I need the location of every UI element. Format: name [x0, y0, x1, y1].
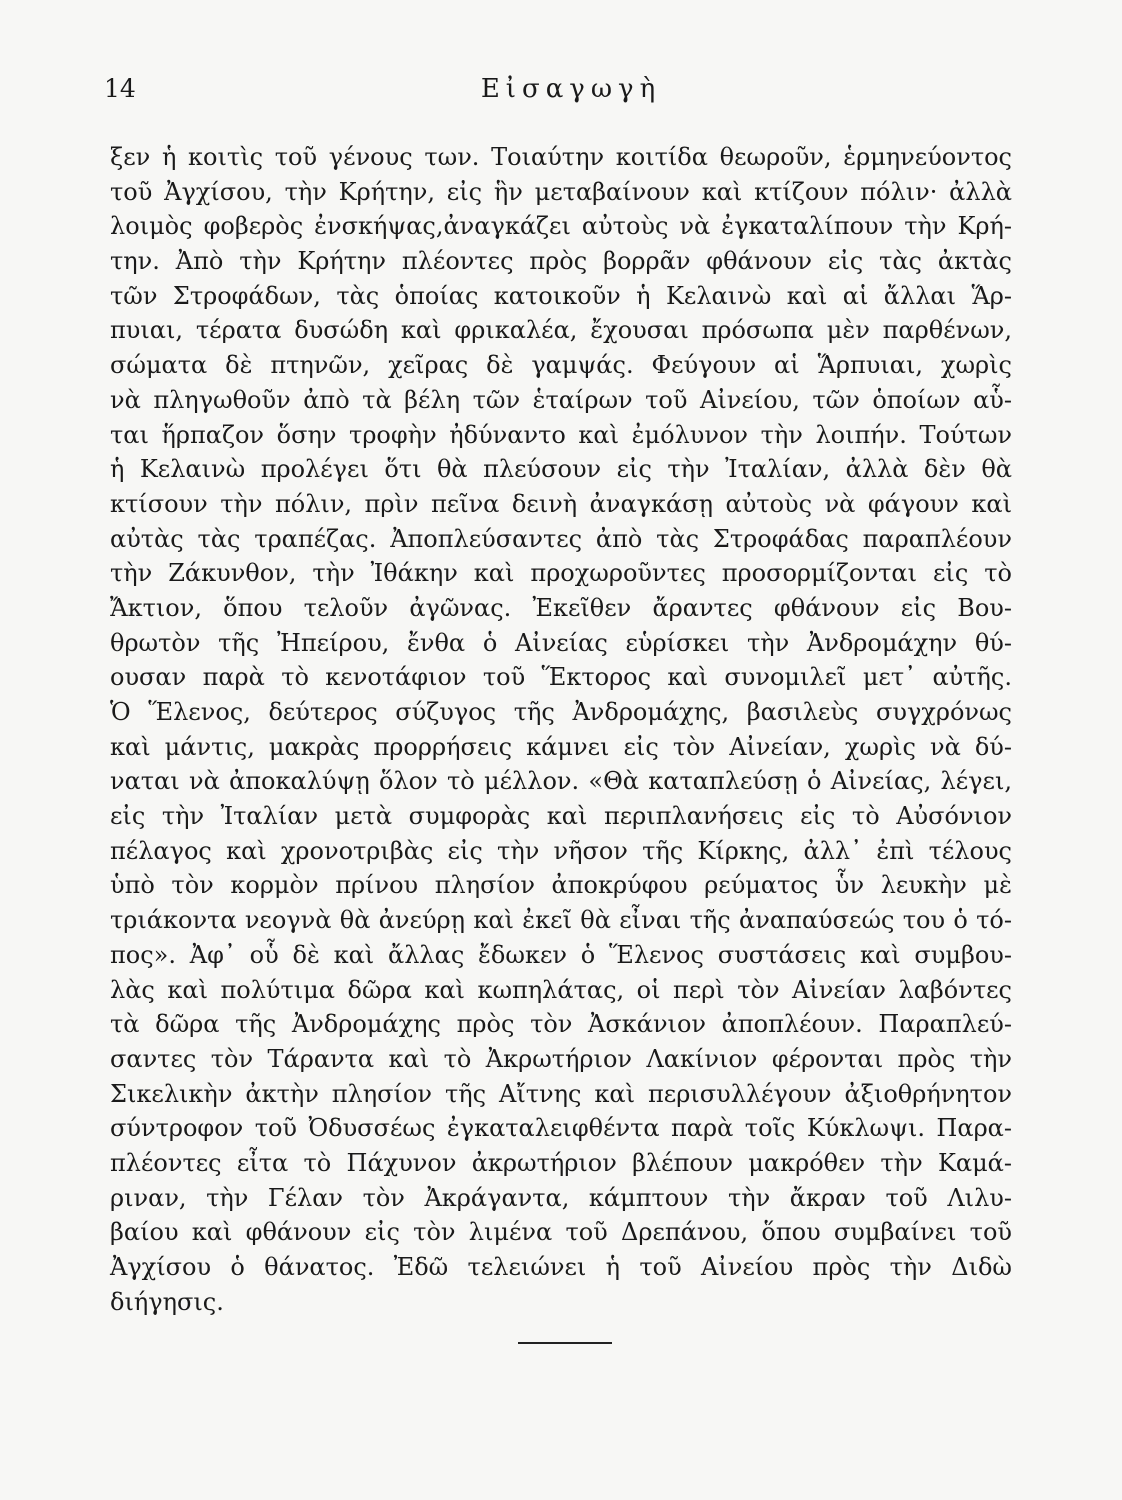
text-line: Ὁ Ἕλενος, δεύτερος σύζυγος τῆς Ἀνδρομάχης, βασιλεὺς συγχρόνως [110, 698, 1012, 726]
text-line: Σικελικὴν ἀκτὴν πλησίον τῆς Αἴτνης καὶ περισυλλέγουν ἀξιοθρήνητον [110, 1079, 1012, 1108]
text-line: τῶν Στροφάδων, τὰς ὁποίας κατοικοῦν ἡ Κελαινὼ καὶ αἱ ἄλλαι Ἅρ- [110, 281, 1012, 310]
text-line: θρωτὸν τῆς Ἠπείρου, ἔνθα ὁ Αἰνείας εὑρίσκει τὴν Ἀνδρομάχην θύ- [110, 628, 1012, 657]
text-line: τοῦ Ἀγχίσου, τὴν Κρήτην, εἰς ἣν μεταβαίνουν καὶ κτίζουν πόλιν· ἀλλὰ [110, 177, 1012, 206]
section-end-rule [518, 1342, 612, 1344]
text-line: τριάκοντα νεογνὰ θὰ ἀνεύρῃ καὶ ἐκεῖ θὰ εἶναι τῆς ἀναπαύσεώς του ὁ τό- [110, 906, 1012, 935]
text-line: διήγησις. [110, 1287, 224, 1316]
text-line: εἰς τὴν Ἰταλίαν μετὰ συμφορὰς καὶ περιπλανήσεις εἰς τὸ Αὐσόνιον [110, 802, 1012, 831]
text-line: αὐτὰς τὰς τραπέζας. Ἀποπλεύσαντες ἀπὸ τὰς Στροφάδας παραπλέουν [110, 524, 1012, 553]
text-line: πυιαι, τέρατα δυσώδη καὶ φρικαλέα, ἔχουσαι πρόσωπα μὲν παρθένων, [110, 316, 1012, 345]
text-line: σαντες τὸν Τάραντα καὶ τὸ Ἀκρωτήριον Λακίνιον φέρονται πρὸς τὴν [110, 1044, 1012, 1073]
text-line: πος». Ἀφ᾽ οὗ δὲ καὶ ἄλλας ἔδωκεν ὁ Ἕλενος συστάσεις καὶ συμβου- [110, 940, 1012, 969]
text-line: ναται νὰ ἀποκαλύψῃ ὅλον τὸ μέλλον. «Θὰ καταπλεύσῃ ὁ Αἰνείας, λέγει, [110, 767, 1012, 796]
text-line: ξεν ἡ κοιτὶς τοῦ γένους των. Τοιαύτην κοιτίδα θεωροῦν, ἑρμηνεύοντος [110, 143, 1012, 171]
text-line: σύντροφον τοῦ Ὀδυσσέως ἐγκαταλειφθέντα παρὰ τοῖς Κύκλωψι. Παρα- [110, 1114, 1012, 1143]
text-line: ουσαν παρὰ τὸ κενοτάφιον τοῦ Ἕκτορος καὶ συνομιλεῖ μετ᾽ αὐτῆς. [110, 663, 1012, 692]
text-line: σώματα δὲ πτηνῶν, χεῖρας δὲ γαμψάς. Φεύγουν αἱ Ἅρπυιαι, χωρὶς [110, 351, 1012, 380]
text-line: Ἀγχίσου ὁ θάνατος. Ἐδῶ τελειώνει ἡ τοῦ Αἰνείου πρὸς τὴν Διδὼ [110, 1253, 1012, 1281]
text-line: τὰ δῶρα τῆς Ἀνδρομάχης πρὸς τὸν Ἀσκάνιον ἀποπλέουν. Παραπλεύ- [110, 1010, 1012, 1039]
text-line: νὰ πληγωθοῦν ἀπὸ τὰ βέλη τῶν ἑταίρων τοῦ Αἰνείου, τῶν ὁποίων αὗ- [110, 385, 1012, 414]
text-line: πέλαγος καὶ χρονοτριβὰς εἰς τὴν νῆσον τῆς Κίρκης, ἀλλ᾽ ἐπὶ τέλους [110, 836, 1012, 865]
text-line: ριναν, τὴν Γέλαν τὸν Ἀκράγαντα, κάμπτουν τὴν ἄκραν τοῦ Λιλυ- [110, 1183, 1012, 1212]
text-line: κτίσουν τὴν πόλιν, πρὶν πεῖνα δεινὴ ἀναγκάσῃ αὐτοὺς νὰ φάγουν καὶ [110, 489, 1012, 518]
text-line: ὑπὸ τὸν κορμὸν πρίνου πλησίον ἀποκρύφου ρεύματος ὗν λευκὴν μὲ [110, 871, 1012, 900]
text-line: λὰς καὶ πολύτιμα δῶρα καὶ κωπηλάτας, οἱ περὶ τὸν Αἰνείαν λαβόντες [110, 975, 1012, 1004]
text-line: καὶ μάντις, μακρὰς προρρήσεις κάμνει εἰς τὸν Αἰνείαν, χωρὶς νὰ δύ- [110, 732, 1012, 761]
text-line: βαίου καὶ φθάνουν εἰς τὸν λιμένα τοῦ Δρεπάνου, ὅπου συμβαίνει τοῦ [110, 1218, 1012, 1247]
text-line: λοιμὸς φοβερὸς ἐνσκήψας,ἀναγκάζει αὐτοὺς νὰ ἐγκαταλίπουν τὴν Κρή- [110, 212, 1012, 241]
text-line: πλέοντες εἶτα τὸ Πάχυνον ἀκρωτήριον βλέπουν μακρόθεν τὴν Καμά- [110, 1148, 1012, 1177]
text-line: την. Ἀπὸ τὴν Κρήτην πλέοντες πρὸς βορρᾶν φθάνουν εἰς τὰς ἀκτὰς [110, 247, 1012, 276]
text-line: ται ἥρπαζον ὅσην τροφὴν ἠδύναντο καὶ ἐμόλυνον τὴν λοιπήν. Τούτων [110, 420, 1012, 449]
body-text [110, 140, 1012, 1319]
text-line: τὴν Ζάκυνθον, τὴν Ἰθάκην καὶ προχωροῦντες προσορμίζονται εἰς τὸ [110, 559, 1012, 588]
page-number: 14 [104, 74, 136, 103]
running-title: Εἰσαγωγὴ [480, 74, 662, 104]
text-line: Ἄκτιον, ὅπου τελοῦν ἀγῶνας. Ἐκεῖθεν ἄραντες φθάνουν εἰς Βου- [110, 593, 1012, 622]
text-line: ἡ Κελαινὼ προλέγει ὅτι θὰ πλεύσουν εἰς τὴν Ἰταλίαν, ἀλλὰ δὲν θὰ [110, 455, 1012, 484]
